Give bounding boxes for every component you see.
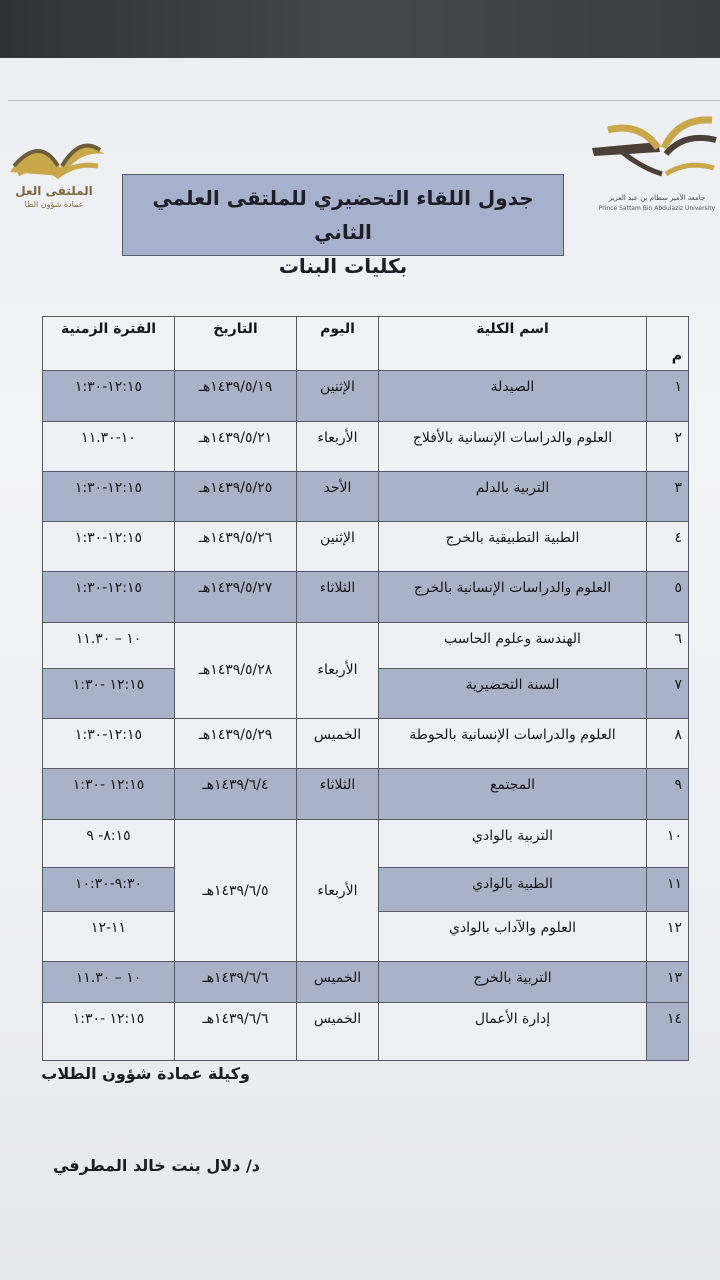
university-logo-icon [588,112,720,232]
background-dark-area [0,0,720,64]
table-row [43,962,689,1002]
college-name: العلوم والدراسات الإنسانية بالخرج [379,572,647,622]
college-name: إدارة الأعمال [379,1002,647,1060]
header-time: الفترة الزمنية [43,317,175,371]
table-row [43,421,689,471]
forum-logo-subtext: عمادة شؤون الطا [24,200,84,209]
row-time: ١٢:١٥-١:٣٠ [43,572,175,622]
college-name: التربية بالخرج [379,962,647,1002]
row-time: ١٠ – ١١.٣٠ [43,622,175,668]
signature-name: د/ دلال بنت خالد المطرفي [52,1156,260,1175]
table-row [43,371,689,421]
row-number: ١٣ [647,962,689,1002]
row-time: ١٠ – ١١.٣٠ [43,962,175,1002]
row-number: ١ [647,371,689,421]
row-time: ٨:١٥- ٩ [43,819,175,867]
row-date: ١٤٣٩/٦/٦هـ [175,962,297,1002]
college-name: العلوم والدراسات الإنسانية بالحوطة [379,719,647,769]
university-logo-text: جامعة الأمير سطام بن عبد العزيز [608,194,706,202]
row-time: ١١-١٢ [43,912,175,962]
row-date: ١٤٣٩/٥/٢٦هـ [175,522,297,572]
row-day: الإثنين [297,522,379,572]
college-name: السنة التحضيرية [379,668,647,718]
table-row [43,769,689,819]
header-day: اليوم [297,317,379,371]
row-time: ١٠-١١.٣٠ [43,421,175,471]
college-name: التربية بالوادي [379,819,647,867]
schedule-table [42,316,689,1061]
table-row [43,819,689,867]
header-divider [8,100,720,101]
row-number: ١٢ [647,912,689,962]
row-time: ١٢:١٥ -١:٣٠ [43,1002,175,1060]
row-date: ١٤٣٩/٥/٢٥هـ [175,471,297,521]
row-number: ١٠ [647,819,689,867]
row-date: ١٤٣٩/٦/٦هـ [175,1002,297,1060]
row-day: الثلاثاء [297,572,379,622]
college-name: الطبية التطبيقية بالخرج [379,522,647,572]
header-num: م [647,317,689,371]
row-date: ١٤٣٩/٥/٢٩هـ [175,719,297,769]
header-date: التاريخ [175,317,297,371]
header-college: اسم الكلية [379,317,647,371]
row-number: ٧ [647,668,689,718]
forum-logo-text: الملتقى العل [15,184,93,198]
row-number: ١١ [647,867,689,911]
college-name: التربية بالدلم [379,471,647,521]
row-time: ١٢:١٥-١:٣٠ [43,371,175,421]
table-row [43,522,689,572]
row-day: الأربعاء [297,421,379,471]
college-name: الصيدلة [379,371,647,421]
row-number: ٣ [647,471,689,521]
row-date: ١٤٣٩/٥/١٩هـ [175,371,297,421]
row-time: ١٢:١٥-١:٣٠ [43,471,175,521]
row-day: الإثنين [297,371,379,421]
college-name: المجتمع [379,769,647,819]
row-day: الأربعاء [297,819,379,962]
college-name: الطبية بالوادي [379,867,647,911]
table-header-row [43,317,689,371]
row-number: ٩ [647,769,689,819]
row-date: ١٤٣٩/٥/٢١هـ [175,421,297,471]
table-row [43,572,689,622]
row-day: الخميس [297,1002,379,1060]
row-number: ١٤ [647,1002,689,1060]
row-date: ١٤٣٩/٦/٥هـ [175,819,297,962]
title-line-1: جدول اللقاء التحضيري للملتقى العلمي الثاني [152,186,534,244]
row-number: ٤ [647,522,689,572]
row-date: ١٤٣٩/٥/٢٧هـ [175,572,297,622]
row-day: الأربعاء [297,622,379,719]
document-title [122,174,564,278]
row-day: الأحد [297,471,379,521]
row-day: الخميس [297,719,379,769]
row-time: ١٢:١٥ -١:٣٠ [43,769,175,819]
table-row [43,622,689,668]
title-line-2: بكليات البنات [278,254,408,278]
row-day: الخميس [297,962,379,1002]
table-row [43,1002,689,1060]
university-logo-subtext: Prince Sattam Bin Abdulaziz University [598,205,716,212]
row-date: ١٤٣٩/٦/٤هـ [175,769,297,819]
row-number: ٨ [647,719,689,769]
row-time: ١٢:١٥ -١:٣٠ [43,668,175,718]
signature-title: وكيلة عمادة شؤون الطلاب [41,1064,250,1083]
row-date: ١٤٣٩/٥/٢٨هـ [175,622,297,719]
row-time: ١٢:١٥-١:٣٠ [43,719,175,769]
college-name: العلوم والدراسات الإنسانية بالأفلاج [379,421,647,471]
row-number: ٦ [647,622,689,668]
row-number: ٥ [647,572,689,622]
college-name: العلوم والآداب بالوادي [379,912,647,962]
table-row [43,471,689,521]
table-row [43,719,689,769]
row-day: الثلاثاء [297,769,379,819]
college-name: الهندسة وعلوم الحاسب [379,622,647,668]
row-time: ١٢:١٥-١:٣٠ [43,522,175,572]
row-time: ٩:٣٠-١٠:٣٠ [43,867,175,911]
row-number: ٢ [647,421,689,471]
